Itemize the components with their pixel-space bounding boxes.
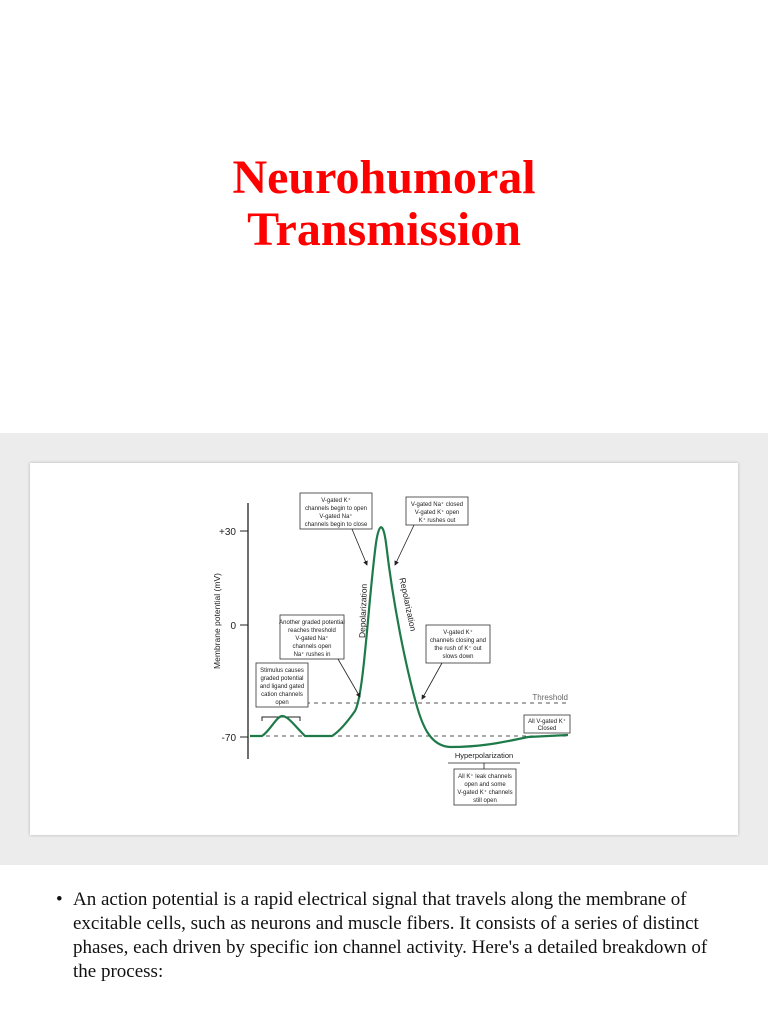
action-potential-figure: [30, 463, 738, 835]
svg-text:Na⁺ rushes in: Na⁺ rushes in: [293, 652, 331, 658]
svg-text:channels begin to close: channels begin to close: [304, 522, 368, 528]
y-tick-label-minus70: -70: [221, 733, 236, 744]
svg-text:open: open: [275, 700, 289, 706]
svg-text:V-gated Na⁺: V-gated Na⁺: [319, 514, 353, 520]
graded-potential-bracket: [262, 717, 300, 721]
slide-title: [0, 152, 768, 256]
svg-text:V-gated Na⁺ closed: V-gated Na⁺ closed: [410, 502, 464, 508]
svg-text:V-gated K⁺: V-gated K⁺: [443, 630, 473, 636]
svg-text:reaches threshold: reaches threshold: [288, 628, 336, 634]
annotation-resting-right: [524, 715, 570, 733]
svg-text:V-gated K⁺ channels: V-gated K⁺ channels: [457, 790, 513, 796]
svg-text:All V-gated K⁺: All V-gated K⁺: [528, 719, 566, 725]
bullet-marker: •: [56, 889, 63, 910]
svg-text:channels closing and: channels closing and: [429, 638, 487, 644]
svg-text:V-gated K⁺: V-gated K⁺: [321, 498, 351, 504]
svg-text:Closed: Closed: [537, 726, 557, 732]
depolarization-label: Depolarization: [357, 583, 369, 639]
annotation-top-right: [395, 497, 468, 565]
action-potential-diagram: [30, 463, 738, 835]
repolarization-label: Repolarization: [397, 576, 419, 632]
y-axis-label: Membrane potential (mV): [212, 573, 222, 669]
svg-text:and ligand gated: and ligand gated: [259, 684, 305, 690]
hyperpolarization-annotation: [448, 749, 520, 805]
svg-text:still open: still open: [473, 798, 497, 804]
svg-text:channels begin to open: channels begin to open: [304, 506, 368, 512]
svg-text:K⁺ rushes out: K⁺ rushes out: [418, 518, 456, 524]
svg-text:slows down: slows down: [442, 654, 474, 660]
title-line-1: Neurohumoral: [232, 151, 536, 204]
svg-text:open and some: open and some: [464, 782, 506, 788]
svg-text:Stimulus causes: Stimulus causes: [260, 668, 304, 674]
hyperpolarization-label: Hyperpolarization: [454, 751, 514, 760]
svg-text:cation channels: cation channels: [261, 692, 303, 698]
annotation-middle-right: [422, 625, 490, 699]
svg-text:the rush of K⁺ out: the rush of K⁺ out: [434, 646, 482, 652]
svg-text:graded potential: graded potential: [260, 676, 304, 682]
y-tick-label-30: +30: [219, 527, 236, 538]
svg-text:channels open: channels open: [292, 644, 332, 650]
bullet-text: An action potential is a rapid electrical signal that travels along the membrane of excitable cells, such as neurons and muscle fibers. It consists of a series of distinct phases, each driven by specific ion channel activity. Here's a detailed breakdown of the process:: [73, 889, 708, 982]
svg-text:V-gated Na⁺: V-gated Na⁺: [295, 636, 329, 642]
threshold-label: Threshold: [532, 693, 568, 702]
annotation-top-left: [300, 493, 372, 565]
svg-text:V-gated K⁺ open: V-gated K⁺ open: [414, 510, 460, 516]
svg-text:All K⁺ leak channels: All K⁺ leak channels: [458, 774, 512, 780]
title-line-2: Transmission: [247, 203, 521, 256]
annotation-lower-left: [256, 663, 308, 707]
bullet-paragraph: [56, 888, 716, 984]
svg-text:Another graded potential: Another graded potential: [279, 620, 345, 626]
y-tick-label-0: 0: [230, 621, 236, 632]
